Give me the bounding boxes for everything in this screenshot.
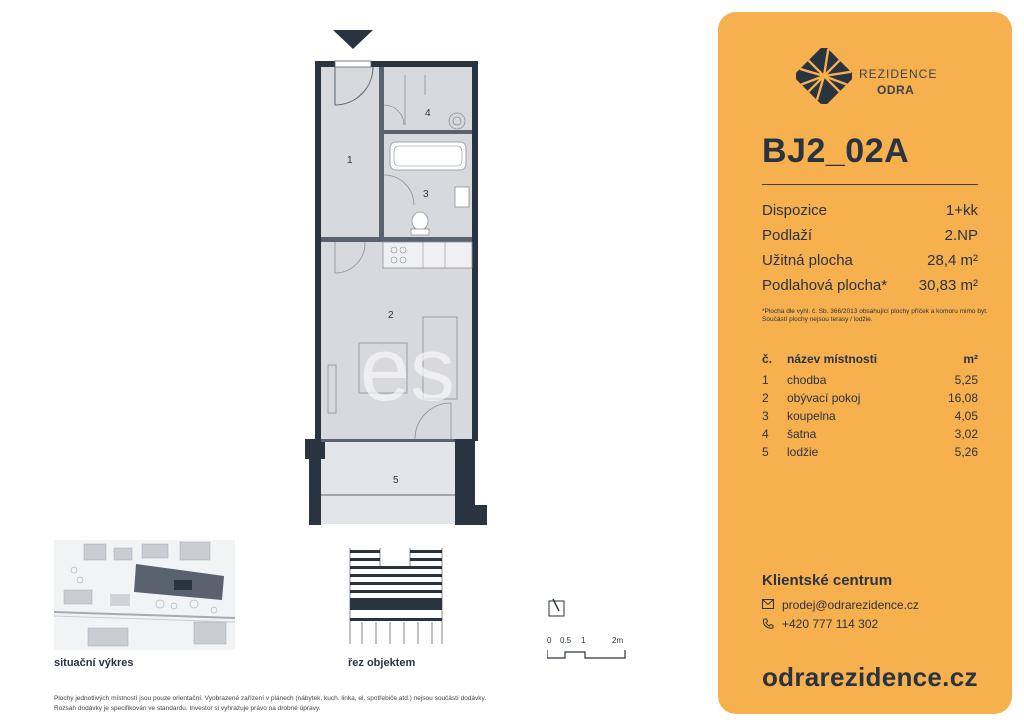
- col-header-area: m²: [963, 352, 978, 366]
- scale-tick-2: 2m: [612, 636, 624, 645]
- room-name: koupelna: [787, 409, 836, 423]
- room-label-3: 3: [423, 189, 429, 200]
- footnote-line: Rozsah dodávky je specifikován ve standardu. Investor si vyhrazuje právo na drobné úpravy.: [54, 705, 321, 712]
- unit-code: BJ2_02A: [762, 132, 910, 170]
- room-label-2: 2: [388, 310, 394, 321]
- room-name: chodba: [787, 373, 827, 387]
- floor-plan: [295, 25, 495, 530]
- room-number: 4: [762, 427, 769, 441]
- room-number: 2: [762, 391, 769, 405]
- watermark-text: es: [360, 320, 456, 420]
- section-label: řez objektem: [348, 657, 416, 669]
- room-number: 5: [762, 445, 769, 459]
- room-name: obývací pokoj: [787, 391, 861, 405]
- room-label-5: 5: [393, 475, 399, 486]
- room-name: lodžie: [787, 445, 819, 459]
- brand-line-2: ODRA: [877, 83, 915, 97]
- spec-value: 28,4 m²: [927, 252, 978, 269]
- room-area: 3,02: [954, 427, 978, 441]
- scale-tick-1: 1: [581, 636, 586, 645]
- room-label-4: 4: [425, 108, 431, 119]
- room-area: 5,26: [954, 445, 978, 459]
- disclaimer-footnote: [54, 694, 694, 714]
- room-area: 4,05: [954, 409, 978, 423]
- col-header-number: č.: [762, 352, 773, 366]
- logo-icon: [796, 48, 852, 104]
- contact-title: Klientské centrum: [762, 572, 893, 589]
- info-panel: [718, 12, 1012, 714]
- room-area: 5,25: [954, 373, 978, 387]
- website-link[interactable]: odrarezidence.cz: [762, 662, 978, 692]
- brand-line-1: REZIDENCE: [859, 67, 938, 81]
- spec-value: 1+kk: [945, 202, 978, 219]
- room-number: 3: [762, 409, 769, 423]
- scale-tick-05: 0.5: [560, 636, 572, 645]
- area-note: *Plocha dle vyhl. č. Sb. 366/2013 obsahující plochy příček a komoru mimo byt. Součástí plochy nejsou terasy / lodžie.: [762, 308, 988, 323]
- room-number: 1: [762, 373, 769, 387]
- divider: [762, 184, 978, 185]
- col-header-name: název místnosti: [787, 352, 878, 366]
- spec-key: Užitná plocha: [762, 252, 853, 269]
- spec-key: Podlaží: [762, 227, 813, 244]
- spec-value: 2.NP: [944, 227, 978, 244]
- footnote-line: Plochy jednotlivých místností jsou pouze orientační. Vyobrazené zařízení v plánech (nábytek, kuch. linka, el. spotřebiče atd.) nejsou součástí dodávky.: [54, 695, 487, 702]
- north-arrow-icon: [548, 598, 566, 618]
- scale-bar: [545, 636, 635, 664]
- spec-key: Dispozice: [762, 202, 828, 219]
- spec-key: Podlahová plocha*: [762, 277, 888, 294]
- room-label-1: 1: [347, 155, 353, 166]
- phone-icon: [762, 618, 774, 630]
- site-plan-label: situační výkres: [54, 657, 134, 669]
- room-name: šatna: [787, 427, 817, 441]
- entrance-arrow-icon: [333, 30, 373, 49]
- building-section: [348, 548, 444, 646]
- envelope-icon: [762, 599, 774, 609]
- spec-value: 30,83 m²: [918, 277, 978, 294]
- email-text: prodej@odrarezidence.cz: [782, 598, 919, 612]
- phone-text: +420 777 114 302: [782, 617, 879, 631]
- scale-tick-0: 0: [547, 636, 552, 645]
- site-plan-map: [54, 540, 235, 650]
- room-area: 16,08: [947, 391, 978, 405]
